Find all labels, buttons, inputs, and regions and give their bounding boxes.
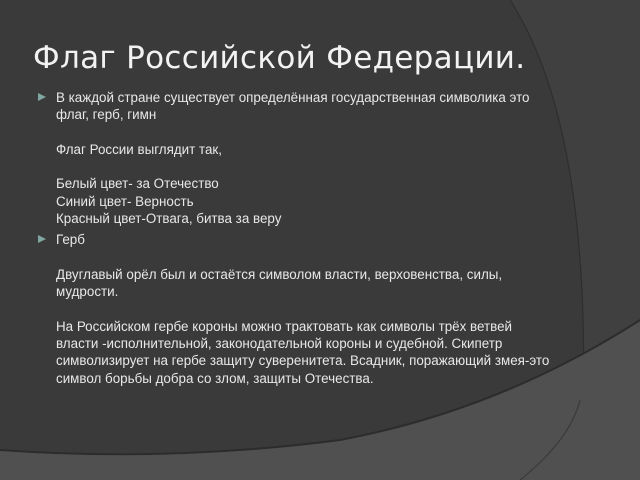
text-line: символизирует на гербе защиту суверенитета. Всадник, поражающий змея-это (56, 353, 550, 369)
text-line (56, 301, 608, 318)
bullet-item-coat-of-arms (38, 231, 608, 387)
text-line: флаг, герб, гимн (56, 107, 157, 123)
text-line: Герб (56, 232, 85, 248)
arrow-bullet-icon (38, 93, 46, 101)
text-line (56, 249, 608, 266)
text-line: Флаг России выглядит так, (56, 141, 223, 157)
slide-title: Флаг Российской Федерации. (33, 40, 526, 76)
text-line: Двуглавый орёл был и остаётся символом власти, верховенства, силы, (56, 266, 503, 282)
text-line (56, 158, 608, 175)
text-line (56, 124, 608, 141)
text-line: мудрости. (56, 284, 119, 300)
text-line: Красный цвет-Отвага, битва за веру (56, 211, 282, 227)
slide-content (38, 89, 608, 387)
arrow-bullet-icon (38, 235, 46, 243)
text-line: На Российском гербе короны можно трактовать как символы трёх ветвей (56, 318, 513, 334)
text-line: власти -исполнительной, законодательной короны и судебной. Скипетр (56, 336, 503, 352)
text-line: символ борьбы добра со злом, защиты Отечества. (56, 370, 374, 386)
text-line: Синий цвет- Верность (56, 193, 194, 209)
text-line: Белый цвет- за Отечество (56, 176, 219, 192)
text-line: В каждой стране существует определённая государственная символика это (56, 90, 530, 105)
bullet-item-flag (38, 89, 608, 227)
